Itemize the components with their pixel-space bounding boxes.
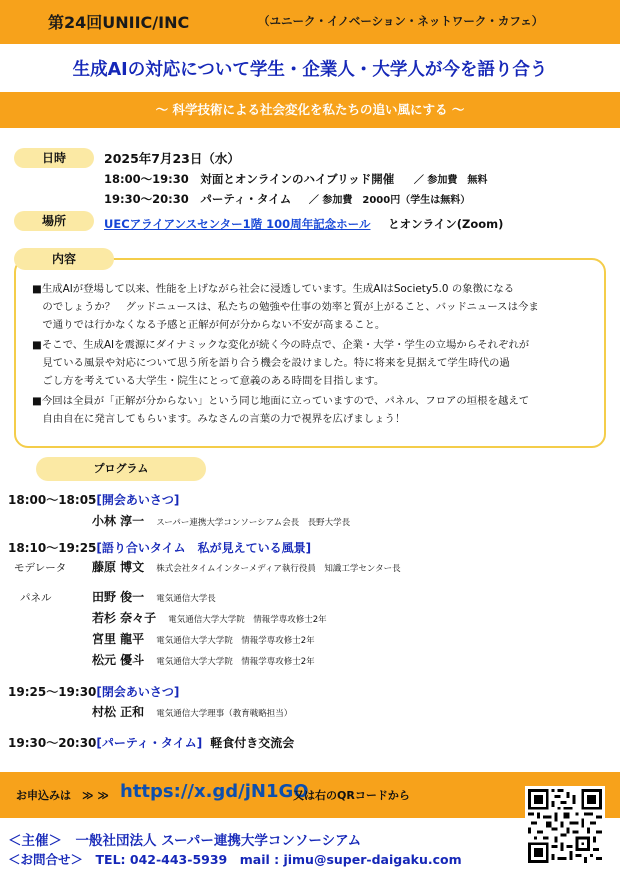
session-time: 19:25～19:30 xyxy=(8,685,97,699)
slot-1-fee: ／ 参加費 無料 xyxy=(413,175,488,186)
apply-label: お申込みは ≫ ≫ xyxy=(16,789,109,802)
speaker-name: 村松 正和 xyxy=(92,705,145,719)
panelist xyxy=(92,609,327,626)
panelist-name: 松元 優斗 xyxy=(92,653,145,667)
slot-2-time: 19:30～20:30 xyxy=(104,192,189,206)
event-name: 第24回UNIIC/INC xyxy=(48,13,190,32)
speaker-affiliation: スーパー連携大学コンソーシアム会長 長野大学長 xyxy=(156,518,351,528)
venue-online: とオンライン(Zoom) xyxy=(388,217,504,231)
event-date: 2025年7月23日（水） xyxy=(104,151,240,166)
panelist-affiliation: 電気通信大学大学院 情報学専攻修士2年 xyxy=(156,657,315,667)
closing-speaker xyxy=(92,703,292,720)
program-label: プログラム xyxy=(36,457,206,481)
content-line: ■今回は全員が「正解が分からない」という同じ地面に立っていますので、パネル、フロアの垣根を越えて xyxy=(32,395,530,407)
date-label: 日時 xyxy=(14,148,94,168)
panelist-name: 宮里 龍平 xyxy=(92,632,145,646)
content-line: のでしょうか？ グッドニュースは、私たちの勉強や仕事の効率と質が上がること、バッドニュースは今ま xyxy=(32,301,539,313)
content-label: 内容 xyxy=(14,248,114,270)
panelist-name: 田野 俊一 xyxy=(92,590,145,604)
panelist-affiliation: 電気通信大学長 xyxy=(156,594,216,604)
venue-label: 場所 xyxy=(14,211,94,231)
panelist xyxy=(92,588,216,605)
qr-code[interactable] xyxy=(525,786,605,866)
session-title: [開会あいさつ] xyxy=(96,493,180,507)
speaker-affiliation: 電気通信大学理事（教育戦略担当） xyxy=(156,709,293,719)
venue-link[interactable]: UECアライアンスセンター1階 100周年記念ホール xyxy=(104,217,371,231)
session-title: [閉会あいさつ] xyxy=(96,685,180,699)
session-time: 19:30～20:30 xyxy=(8,736,97,750)
session-opening xyxy=(8,491,179,508)
slot-2-fee: ／ 参加費 2000円（学生は無料） xyxy=(308,195,471,206)
session-dialogue xyxy=(8,539,311,556)
speaker-name: 小林 淳一 xyxy=(92,514,145,528)
qr-note: 又は右のQRコードから xyxy=(293,789,410,802)
session-time: 18:00～18:05 xyxy=(8,493,97,507)
session-closing xyxy=(8,683,179,700)
moderator-affiliation: 株式会社タイムインターメディア執行役員 知識工学センター長 xyxy=(156,564,401,574)
opening-speaker xyxy=(92,512,350,529)
content-line: ■そこで、生成AIを震源にダイナミックな変化が続く今の時点で、企業・大学・学生の立場からそれぞれが xyxy=(32,339,530,351)
session-party xyxy=(8,734,294,751)
event-subtitle: （ユニーク・イノベーション・ネットワーク・カフェ） xyxy=(258,14,544,28)
content-line: 自由自在に発言してもらいます。みなさんの言葉の力で視界を広げましょう！ xyxy=(32,413,406,425)
moderator xyxy=(92,558,401,575)
session-desc: 軽食付き交流会 xyxy=(210,736,295,750)
content-line: ごし方を考えている大学生・院生にとって意義のある時間を目指します。 xyxy=(32,375,385,387)
contact: ＜お問合せ＞ TEL: 042-443-5939 mail : jimu@super-daigaku.com xyxy=(8,852,462,867)
venue xyxy=(104,216,503,232)
panel-role: パネル xyxy=(20,592,52,604)
panelist-name: 若杉 奈々子 xyxy=(92,611,157,625)
panelist xyxy=(92,630,315,647)
content-line: ■生成AIが登場して以来、性能を上げながら社会に浸透しています。生成AIはSociety5.0 の象徴になる xyxy=(32,283,515,295)
session-time: 18:10～19:25 xyxy=(8,541,97,555)
moderator-role: モデレータ xyxy=(14,562,67,574)
tagline: ～ 科学技術による社会変化を私たちの追い風にする ～ xyxy=(155,102,465,117)
panelist-affiliation: 電気通信大学大学院 情報学専攻修士2年 xyxy=(168,615,327,625)
qr-code-icon xyxy=(528,789,602,863)
content-line: で通りでは行かなくなる予感と正解が何が分からない不安が高まること。 xyxy=(32,319,386,331)
organizer: ＜主催＞ 一般社団法人 スーパー連携大学コンソーシアム xyxy=(8,833,362,849)
slot-1-time: 18:00～19:30 xyxy=(104,172,189,186)
session-title: [語り合いタイム 私が見えている風景] xyxy=(96,541,312,555)
slot-1-desc: 対面とオンラインのハイブリッド開催 xyxy=(200,172,395,186)
apply-link[interactable]: https://x.gd/jN1GO xyxy=(120,781,309,802)
panelist-affiliation: 電気通信大学大学院 情報学専攻修士2年 xyxy=(156,636,315,646)
slot-2-desc: パーティ・タイム xyxy=(200,192,292,206)
content-line: 見ている風景や対応について思う所を語り合う機会を設けました。特に将来を見据えて学生時代の過 xyxy=(32,357,510,369)
moderator-name: 藤原 博文 xyxy=(92,560,145,574)
slot-2 xyxy=(104,191,470,207)
session-title: [パーティ・タイム] xyxy=(96,736,203,750)
slot-1 xyxy=(104,171,487,187)
page-title: 生成AIの対応について学生・企業人・大学人が今を語り合う xyxy=(72,60,548,80)
panelist xyxy=(92,651,315,668)
